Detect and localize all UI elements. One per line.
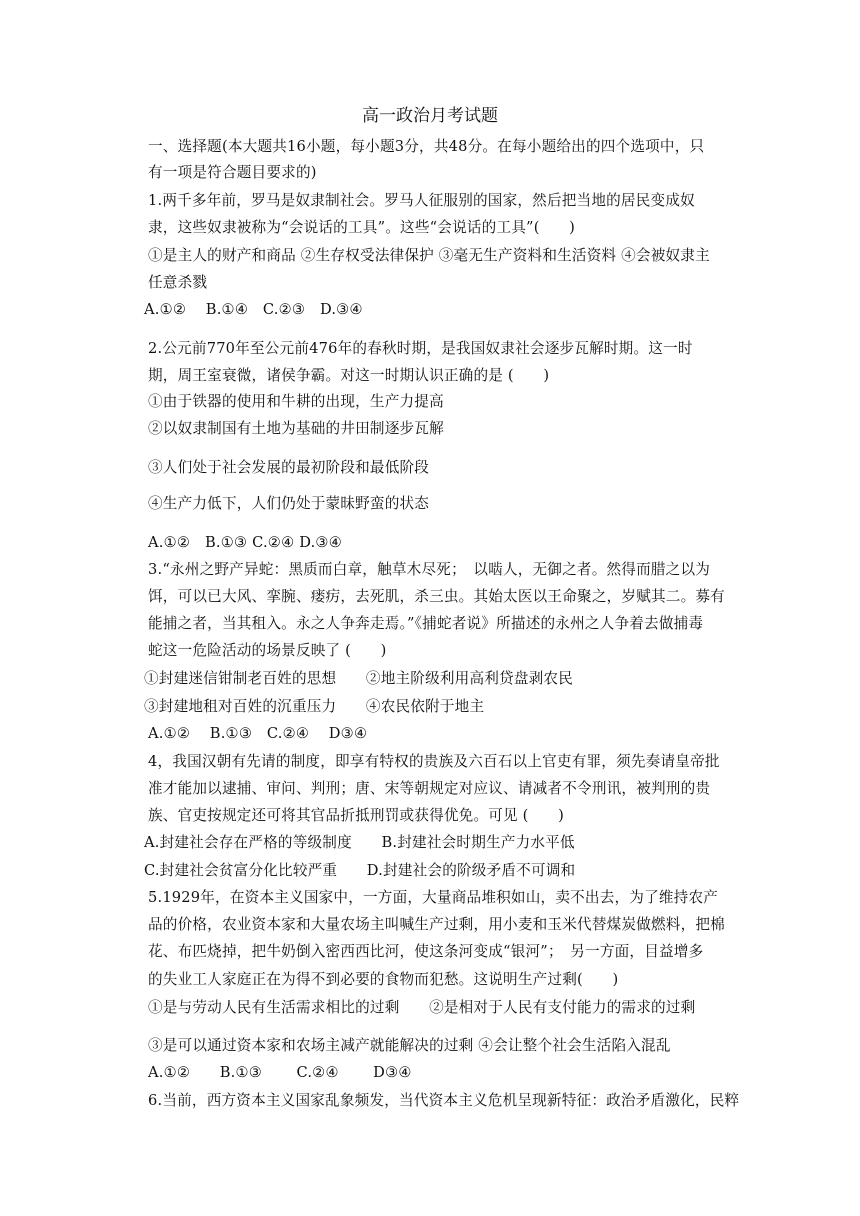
question-5-statements: ①是与劳动人民有生活需求相比的过剩 ②是相对于人民有支付能力的需求的过剩 [148,999,696,1016]
question-5-statements: ③是可以通过资本家和农场主减产就能解决的过剩 ④会让整个社会生活陷入混乱 [148,1037,671,1054]
question-3-options: A.①② B.①③ C.②④ D③④ [148,725,368,742]
question-3-stem: 蛇这一危险活动的场景反映了 ( ) [148,642,387,659]
question-3-statements: ①封建迷信钳制老百姓的思想 ②地主阶级利用高利贷盘剥农民 [144,670,574,687]
question-5-stem: 5.1929年，在资本主义国家中，一方面，大量商品堆积如山，卖不出去，为了维持农产 [148,889,719,906]
question-5-options: A.①② B.①③ C.②④ D③④ [148,1064,412,1081]
question-1-statements: 任意杀戮 [148,274,208,291]
question-5-stem: 品的价格，农业资本家和大量农场主叫喊生产过剩，用小麦和玉米代替煤炭做燃料，把棉 [148,916,725,933]
question-2-options: A.①② B.①③ C.②④ D.③④ [148,534,342,551]
question-2-statement: ④生产力低下，人们仍处于蒙昧野蛮的状态 [148,495,430,512]
question-1-statements: ①是主人的财产和商品 ②生存权受法律保护 ③毫无生产资料和生活资料 ④会被奴隶主 [148,247,710,264]
question-2-statement: ①由于铁器的使用和牛耕的出现，生产力提高 [148,393,444,410]
question-3-stem: 3.“永州之野产异蛇：黑质而白章，触草木尽死； 以啮人，无御之者。然得而腊之以为 [148,561,711,578]
question-4-options: C.封建社会贫富分化比较严重 D.封建社会的阶级矛盾不可调和 [144,862,576,879]
question-4-stem: 族、官吏按规定还可将其官品折抵刑罚或获得优免。可见 ( ) [148,807,565,824]
question-4-stem: 4，我国汉朝有先请的制度，即享有特权的贵族及六百石以上官吏有罪，须先奏请皇帝批 [148,753,720,770]
page-title: 高一政治月考试题 [362,106,498,126]
question-3-stem: 能捕之者，当其租入。永之人争奔走焉。”《捕蛇者说》所描述的永州之人争着去做捕毒 [148,615,704,632]
question-1-stem: 隶，这些奴隶被称为“会说话的工具”。这些“会说话的工具”( ) [148,219,576,236]
question-2-stem: 2.公元前770年至公元前476年的春秋时期，是我国奴隶社会逐步瓦解时期。这一时 [148,340,693,357]
question-5-stem: 花、布匹烧掉，把牛奶倒入密西西比河，使这条河变成“银河”； 另一方面，目益增多 [148,943,704,960]
question-2-statement: ③人们处于社会发展的最初阶段和最低阶段 [148,459,430,476]
question-2-stem: 期，周王室衰微，诸侯争霸。对这一时期认识正确的是 ( ) [148,367,550,384]
question-2-statement: ②以奴隶制国有土地为基础的井田制逐步瓦解 [148,420,444,437]
question-5-stem: 的失业工人家庭正在为得不到必要的食物而犯愁。这说明生产过剩( ) [148,971,619,988]
question-1-options: A.①② B.①④ C.②③ D.③④ [144,301,363,318]
question-4-stem: 准才能加以逮捕、审问、判刑；唐、宋等朝规定对应议、请减者不令刑讯，被判刑的贵 [148,780,711,797]
question-6-stem: 6.当前，西方资本主义国家乱象频发，当代资本主义危机呈现新特征：政治矛盾激化，民粹 [148,1092,740,1109]
section-heading-cont: 有一项是符合题目要求的) [148,164,317,181]
section-heading: 一、选择题(本大题共16小题，每小题3分，共48分。在每小题给出的四个选项中，只 [148,138,705,155]
question-4-options: A.封建社会存在严格的等级制度 B.封建社会时期生产力水平低 [144,834,575,851]
question-3-statements: ③封建地租对百姓的沉重压力 ④农民依附于地主 [144,698,485,715]
question-1-stem: 1.两千多年前，罗马是奴隶制社会。罗马人征服别的国家，然后把当地的居民变成奴 [148,192,695,209]
question-3-stem: 饵，可以已大风、挛腕、瘘疠，去死肌，杀三虫。其始太医以王命聚之，岁赋其二。募有 [148,588,725,605]
